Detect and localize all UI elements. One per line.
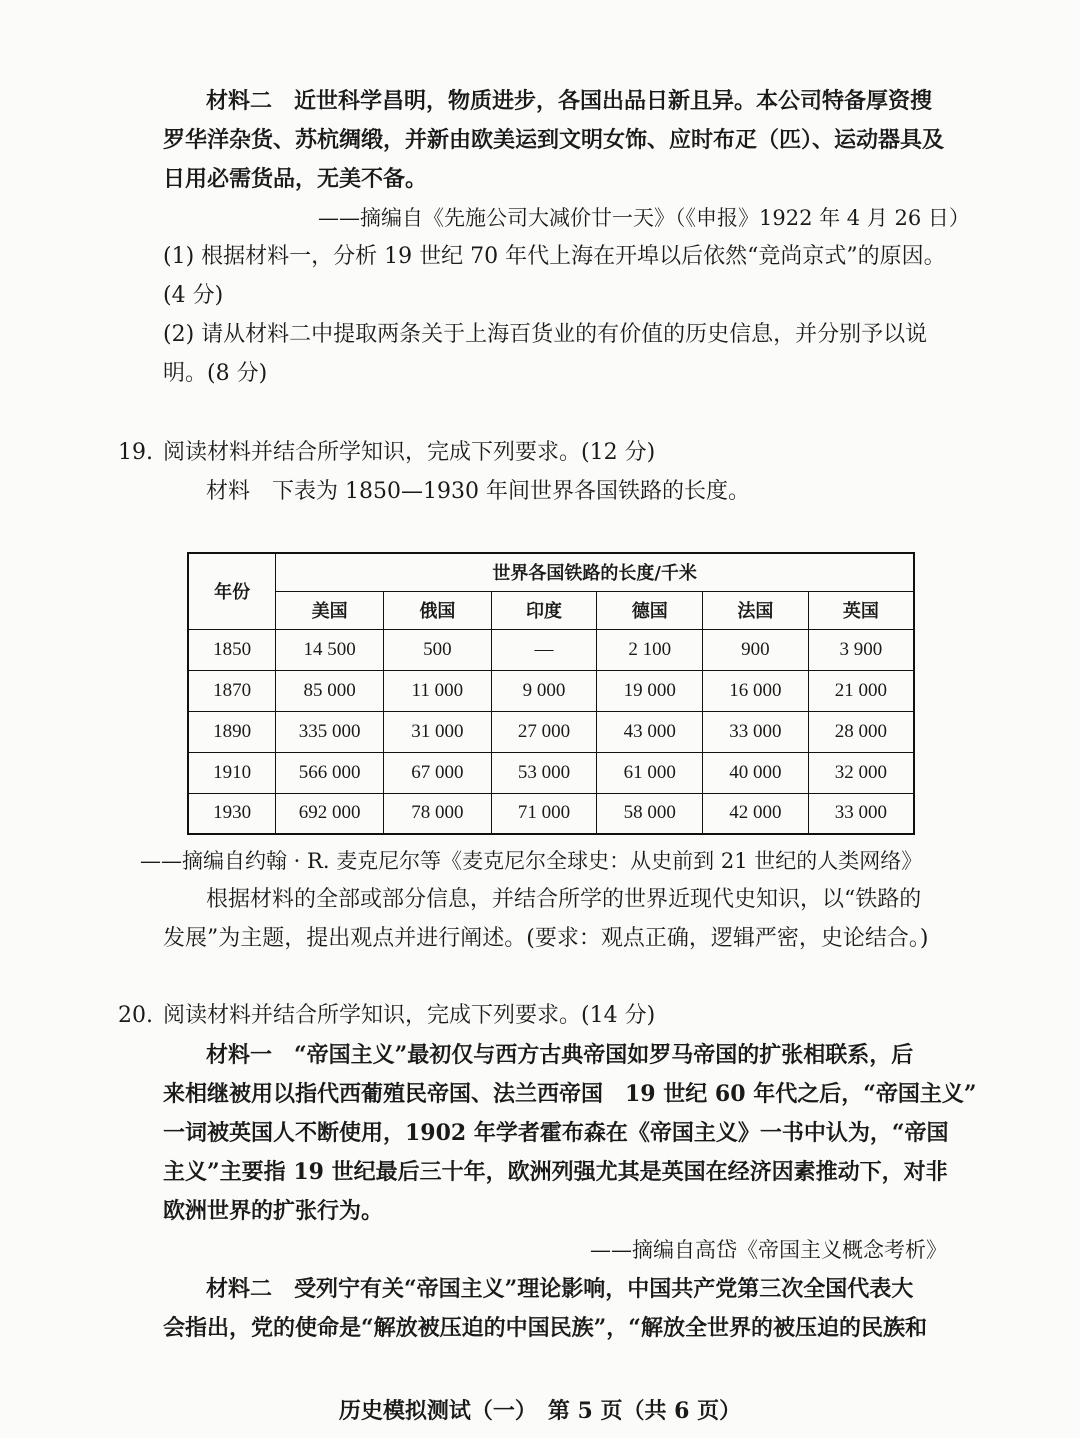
country-header: 美国 xyxy=(276,591,384,629)
value-cell: 33 000 xyxy=(703,711,809,752)
value-cell: 78 000 xyxy=(383,793,491,834)
railway-length-table xyxy=(187,552,915,835)
q18-sub2-line1: (2) 请从材料二中提取两条关于上海百货业的有价值的历史信息，并分别予以说 xyxy=(163,322,928,347)
country-header: 俄国 xyxy=(383,591,491,629)
value-cell: 21 000 xyxy=(808,670,914,711)
table-row xyxy=(188,711,914,752)
value-cell: 28 000 xyxy=(808,711,914,752)
q18-sub1-line1: (1) 根据材料一，分析 19 世纪 70 年代上海在开埠以后依然“竞尚京式”的原因。 xyxy=(163,244,946,269)
value-cell: 53 000 xyxy=(491,752,597,793)
q20-m1-line2: 来相继被用以指代西葡殖民帝国、法兰西帝国 19 世纪 60 年代之后，“帝国主义” xyxy=(163,1081,977,1107)
value-cell: 71 000 xyxy=(491,793,597,834)
q19-number: 19. xyxy=(118,440,153,465)
q20-m1-line5: 欧洲世界的扩张行为。 xyxy=(163,1198,384,1224)
value-cell: 566 000 xyxy=(276,752,384,793)
material2-line3: 日用必需货品，无美不备。 xyxy=(163,166,428,192)
q18-sub2-line2: 明。(8 分) xyxy=(163,361,268,386)
value-cell: 14 500 xyxy=(276,629,384,670)
q20-m1-source: ——摘编自高岱《帝国主义概念考析》 xyxy=(590,1238,947,1262)
q20-m1-line1: 材料一 “帝国主义”最初仅与西方古典帝国如罗马帝国的扩张相联系，后 xyxy=(206,1042,914,1068)
q19-task-line2: 发展”为主题，提出观点并进行阐述。(要求：观点正确，逻辑严密，史论结合。) xyxy=(163,926,929,951)
value-cell: 58 000 xyxy=(597,793,703,834)
q18-sub1-line2: (4 分) xyxy=(163,283,224,308)
value-cell: 3 900 xyxy=(808,629,914,670)
value-cell: 9 000 xyxy=(491,670,597,711)
country-header: 英国 xyxy=(808,591,914,629)
value-cell: — xyxy=(491,629,597,670)
value-cell: 11 000 xyxy=(383,670,491,711)
value-cell: 31 000 xyxy=(383,711,491,752)
country-header: 德国 xyxy=(597,591,703,629)
table-row xyxy=(188,670,914,711)
value-cell: 85 000 xyxy=(276,670,384,711)
year-header: 年份 xyxy=(188,553,276,629)
table-row xyxy=(188,629,914,670)
value-cell: 335 000 xyxy=(276,711,384,752)
value-cell: 42 000 xyxy=(703,793,809,834)
country-header: 法国 xyxy=(703,591,809,629)
year-cell: 1930 xyxy=(188,793,276,834)
value-cell: 2 100 xyxy=(597,629,703,670)
material2-line2: 罗华洋杂货、苏杭绸缎，并新由欧美运到文明女饰、应时布疋（匹）、运动器具及 xyxy=(163,127,945,153)
length-group-header: 世界各国铁路的长度/千米 xyxy=(276,553,914,591)
table-row xyxy=(188,752,914,793)
table-row xyxy=(188,793,914,834)
value-cell: 43 000 xyxy=(597,711,703,752)
value-cell: 40 000 xyxy=(703,752,809,793)
year-cell: 1870 xyxy=(188,670,276,711)
value-cell: 61 000 xyxy=(597,752,703,793)
value-cell: 900 xyxy=(703,629,809,670)
q20-prompt: 阅读材料并结合所学知识，完成下列要求。(14 分) xyxy=(163,1003,656,1028)
q20-m2-line2: 会指出，党的使命是“解放被压迫的中国民族”，“解放全世界的被压迫的民族和 xyxy=(163,1315,927,1341)
q20-m1-line3: 一词被英国人不断使用，1902 年学者霍布森在《帝国主义》一书中认为，“帝国 xyxy=(163,1120,949,1146)
material2-line1: 材料二 近世科学昌明，物质进步，各国出品日新且异。本公司特备厚资搜 xyxy=(206,88,933,114)
material2-source: ——摘编自《先施公司大减价廿一天》（《申报》1922 年 4 月 26 日） xyxy=(318,206,970,230)
country-header: 印度 xyxy=(491,591,597,629)
page-footer: 历史模拟测试（一） 第 5 页（共 6 页） xyxy=(338,1398,742,1424)
q19-source: ——摘编自约翰 · R. 麦克尼尔等《麦克尼尔全球史：从史前到 21 世纪的人类网络》 xyxy=(140,849,923,873)
value-cell: 500 xyxy=(383,629,491,670)
q19-task-line1: 根据材料的全部或部分信息，并结合所学的世界近现代史知识，以“铁路的 xyxy=(206,887,922,912)
year-cell: 1850 xyxy=(188,629,276,670)
q19-prompt: 阅读材料并结合所学知识，完成下列要求。(12 分) xyxy=(163,440,656,465)
q20-m1-line4: 主义”主要指 19 世纪最后三十年，欧洲列强尤其是英国在经济因素推动下，对非 xyxy=(163,1159,948,1185)
q20-m2-line1: 材料二 受列宁有关“帝国主义”理论影响，中国共产党第三次全国代表大 xyxy=(206,1276,914,1302)
value-cell: 692 000 xyxy=(276,793,384,834)
value-cell: 67 000 xyxy=(383,752,491,793)
year-cell: 1890 xyxy=(188,711,276,752)
value-cell: 27 000 xyxy=(491,711,597,752)
value-cell: 16 000 xyxy=(703,670,809,711)
value-cell: 33 000 xyxy=(808,793,914,834)
value-cell: 19 000 xyxy=(597,670,703,711)
value-cell: 32 000 xyxy=(808,752,914,793)
year-cell: 1910 xyxy=(188,752,276,793)
q19-material: 材料 下表为 1850—1930 年间世界各国铁路的长度。 xyxy=(206,479,750,504)
q20-number: 20. xyxy=(118,1003,153,1028)
